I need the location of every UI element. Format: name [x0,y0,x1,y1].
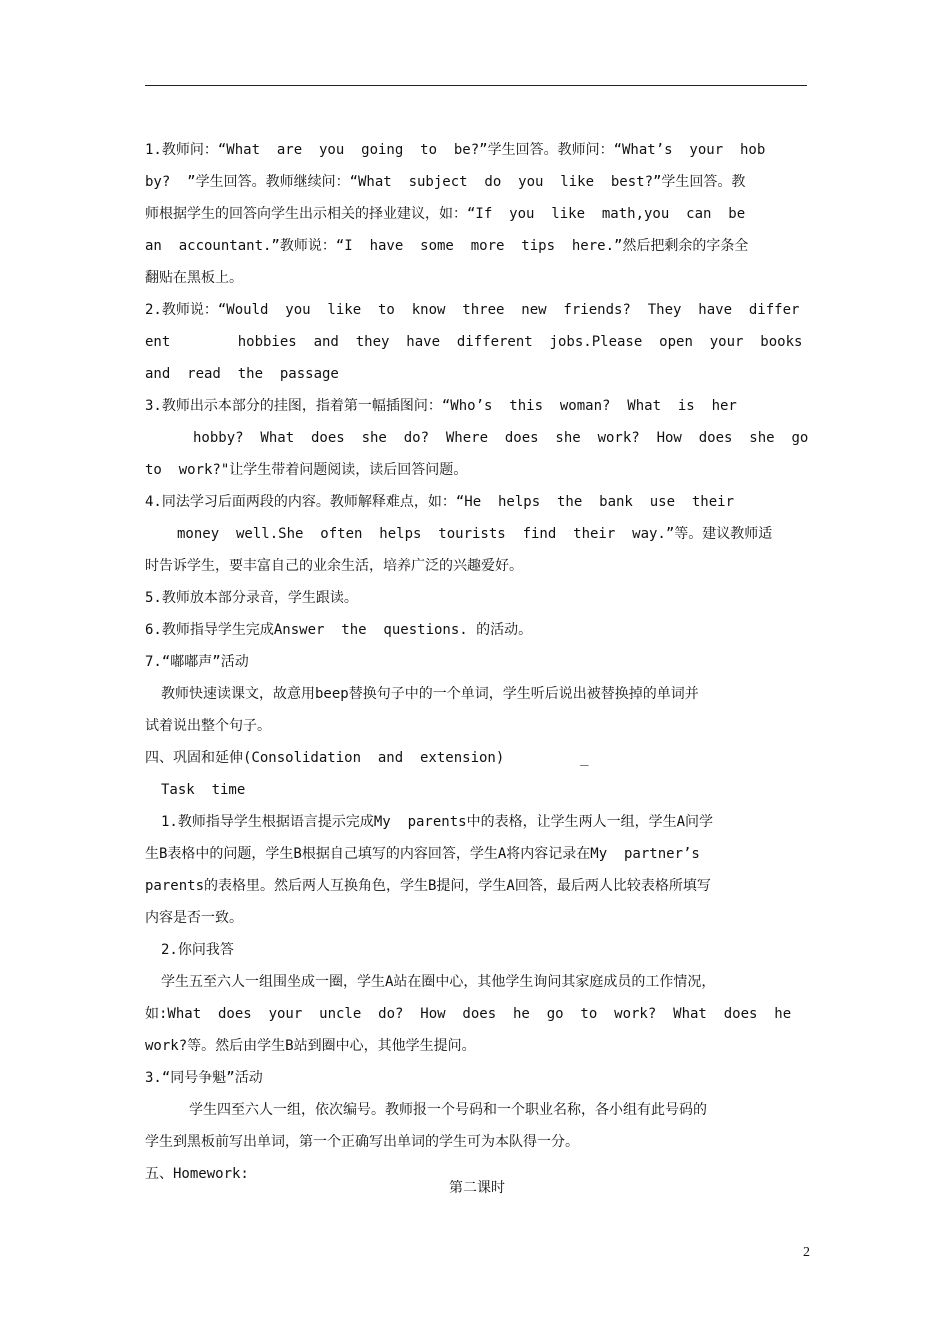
text-line: 内容是否一致。 [145,910,243,926]
text-line: work?等。然后由学生B站到圈中心，其他学生提问。 [145,1038,476,1054]
text-line: 1.教师指导学生根据语言提示完成My parents中的表格，让学生两人一组，学生A问学 [161,814,714,830]
text-line: 如:What does your uncle do? How does he go to work? What does he [145,1006,792,1022]
text-line: ent hobbies and they have different jobs.Please open your books [145,334,803,350]
text-line: 翻贴在黑板上。 [145,270,243,286]
text-line: 1.教师问：“What are you going to be?”学生回答。教师问：“What’s your hob [145,142,766,158]
text-line: 7.“嘟嘟声”活动 [145,654,249,670]
text-line: 4.同法学习后面两段的内容。教师解释难点，如：“He helps the bank use their [145,494,735,510]
text-line: and read the passage [145,366,339,382]
text-line: 3.教师出示本部分的挂图，指着第一幅插图问：“Who’s this woman? What is her [145,398,737,414]
text-line: 五、Homework: [145,1166,249,1182]
text-line: to work?"让学生带着问题阅读，读后回答问题。 [145,462,468,478]
text-line: money well.She often helps tourists find their way.”等。建议教师适 [177,526,773,542]
text-line: 试着说出整个句子。 [145,718,271,734]
text-line: 教师快速读课文，故意用beep替换句子中的一个单词，学生听后说出被替换掉的单词并 [161,686,699,702]
header-rule [145,85,807,86]
text-line: hobby? What does she do? Where does she work? How does she go [193,430,809,446]
text-line: 时告诉学生，要丰富自己的业余生活，培养广泛的兴趣爱好。 [145,558,523,574]
text-line: 2.你问我答 [161,942,234,958]
text-line: 学生五至六人一组围坐成一圈，学生A站在圈中心，其他学生询问其家庭成员的工作情况， [161,974,716,990]
text-line: 四、巩固和延伸(Consolidation and extension) _ [145,750,589,766]
text-line: 学生四至六人一组，依次编号。教师报一个号码和一个职业名称，各小组有此号码的 [189,1102,707,1118]
text-line: 学生到黑板前写出单词，第一个正确写出单词的学生可为本队得一分。 [145,1134,579,1150]
text-line: Task time [161,782,246,798]
text-line: 师根据学生的回答向学生出示相关的择业建议，如：“If you like math,you can be [145,206,746,222]
section-heading: 第二课时 [449,1180,505,1196]
text-line: 3.“同号争魁”活动 [145,1070,263,1086]
text-line: 生B表格中的问题，学生B根据自己填写的内容回答，学生A将内容记录在My partner’s [145,846,700,862]
document-body [145,134,809,1190]
text-line: 5.教师放本部分录音，学生跟读。 [145,590,358,606]
text-line: an accountant.”教师说：“I have some more tips here.”然后把剩余的字条全 [145,238,749,254]
text-line: by? ”学生回答。教师继续问：“What subject do you like best?”学生回答。教 [145,174,746,190]
text-line: 2.教师说：“Would you like to know three new friends? They have differ [145,302,800,318]
page-number: 2 [803,1245,810,1260]
text-line: 6.教师指导学生完成Answer the questions. 的活动。 [145,622,533,638]
text-line: parents的表格里。然后两人互换角色，学生B提问，学生A回答，最后两人比较表格所填写 [145,878,711,894]
